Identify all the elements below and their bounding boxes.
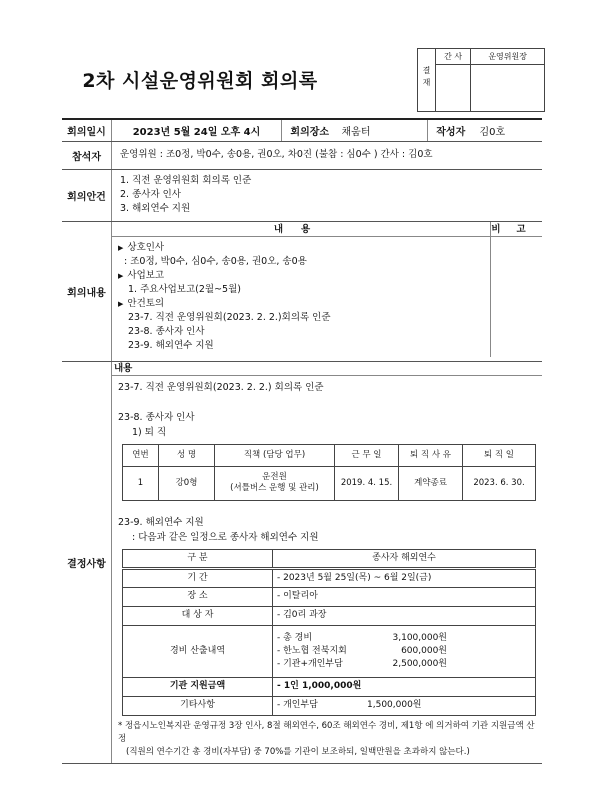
contents-header-note: 비고 — [491, 223, 542, 235]
approval-col-chair: 운영위원장 — [471, 49, 545, 65]
training-value — [273, 696, 536, 715]
section-line: 1. 주요사업보고(2월~5월) — [128, 283, 241, 295]
meeting-date-value: 2023년 5월 24일 오후 4시 — [112, 119, 282, 141]
writer-label: 작성자 — [428, 119, 474, 141]
training-key: 기 간 — [123, 568, 273, 587]
agenda-label: 회의안건 — [62, 169, 112, 221]
decision-cell — [112, 361, 543, 763]
minutes-table — [62, 118, 542, 764]
section-head: ▶ 안건토의 — [118, 297, 165, 309]
table-cell: 2023. 6. 30. — [463, 466, 536, 500]
table-cell: 1 — [123, 466, 159, 500]
contents-label: 회의내용 — [62, 221, 112, 361]
decision-label: 결정사항 — [62, 361, 112, 763]
contents-cell — [112, 221, 543, 361]
contents-note-column — [490, 237, 542, 357]
decision-item: 23-9. 해외연수 지원 — [118, 516, 204, 528]
cost-amount: 2,500,000원 — [392, 658, 447, 669]
agenda-item: 1. 직전 운영위원회 회의록 인준 — [120, 175, 252, 186]
table-header: 직책 (담당 업무) — [215, 444, 335, 466]
table-cell: 계약종료 — [399, 466, 463, 500]
other-amount: 1,500,000원 — [367, 700, 422, 710]
section-line: 23-7. 직전 운영위원회(2023. 2. 2.)회의록 인준 — [128, 311, 331, 323]
training-key: 기타사항 — [123, 696, 273, 715]
training-key: 대 상 자 — [123, 606, 273, 625]
decision-subitem: 1) 퇴 직 — [132, 426, 167, 438]
attendees-value: 운영위원 : 조0정, 박0수, 송0용, 권0오, 차0진 (불참 : 심0수 ) 간사 : 김0호 — [112, 141, 543, 169]
approval-box — [417, 48, 545, 112]
training-value: - 1인 1,000,000원 — [273, 677, 536, 696]
section-line: : 조0정, 박0수, 심0수, 송0용, 권0오, 송0용 — [124, 255, 307, 267]
training-key: 장 소 — [123, 587, 273, 606]
section-line: 23-8. 종사자 인사 — [128, 325, 205, 337]
decision-title: 내용 — [112, 362, 542, 376]
table-header: 근 무 일 — [335, 444, 399, 466]
writer-value: 김0호 — [474, 119, 543, 141]
decision-item: 23-7. 직전 운영위원회(2023. 2. 2.) 회의록 인준 — [118, 381, 324, 393]
triangle-bullet-icon: ▶ — [118, 243, 124, 252]
meeting-place-value: 채움터 — [338, 119, 428, 141]
training-table — [122, 549, 536, 716]
table-header: 퇴 직 일 — [463, 444, 536, 466]
decision-subitem: : 다음과 같은 일정으로 종사자 해외연수 지원 — [132, 531, 319, 543]
training-key: 기관 지원금액 — [123, 677, 273, 696]
training-value: - 김0리 과장 — [273, 606, 536, 625]
triangle-bullet-icon: ▶ — [118, 271, 124, 280]
approval-sign-chair — [471, 65, 545, 112]
table-cell: 2019. 4. 15. — [335, 466, 399, 500]
triangle-bullet-icon: ▶ — [118, 299, 124, 308]
table-row — [123, 466, 536, 500]
agenda-list — [112, 169, 543, 221]
section-line: 23-9. 해외연수 지원 — [128, 339, 214, 351]
decision-body — [112, 376, 542, 763]
approval-label: 결재 — [418, 49, 436, 112]
footnote — [118, 720, 536, 759]
cost-breakdown — [273, 625, 536, 677]
contents-header-content: 내용 — [273, 223, 329, 235]
meeting-place-label: 회의장소 — [282, 119, 338, 141]
cost-name: - 총 경비 — [277, 632, 313, 643]
agenda-item: 3. 해외연수 지원 — [120, 203, 191, 214]
cost-amount: 3,100,000원 — [392, 632, 447, 643]
cost-amount: 600,000원 — [401, 645, 447, 656]
footnote-line: * 정읍시노인복지관 운영규정 3장 인사, 8절 해외연수, 60조 해외연수 경비, 제1항 에 의거하여 기관 지원금액 산정 — [118, 720, 535, 744]
training-head-value: 종사자 해외연수 — [273, 549, 536, 568]
cost-name: - 한노협 전북지회 — [277, 645, 347, 656]
approval-col-secretary: 간 사 — [436, 49, 471, 65]
decision-item: 23-8. 종사자 인사 — [118, 411, 195, 423]
training-key: 구 분 — [123, 549, 273, 568]
footnote-line: (직원의 연수기간 총 경비(자부담) 중 70%를 기관이 보조하되, 일백만원을 초과하지 않는다.) — [126, 746, 470, 757]
training-value: - 2023년 5월 25일(목) ~ 6월 2일(금) — [273, 568, 536, 587]
table-cell: 강0형 — [159, 466, 215, 500]
table-header: 성 명 — [159, 444, 215, 466]
table-cell: 운전원 (셔틀버스 운행 및 관리) — [215, 466, 335, 500]
approval-sign-secretary — [436, 65, 471, 112]
table-header: 연번 — [123, 444, 159, 466]
cost-name: - 기관+개인부담 — [277, 658, 343, 669]
other-label: - 개인부담 — [277, 700, 318, 710]
document-title: 2차 시설운영위원회 회의록 — [82, 70, 318, 92]
meeting-date-label: 회의일시 — [62, 119, 112, 141]
agenda-item: 2. 종사자 인사 — [120, 189, 181, 200]
contents-body — [112, 237, 490, 357]
training-value: - 이탈리아 — [273, 587, 536, 606]
section-head: ▶ 상호인사 — [118, 241, 165, 253]
retirement-table — [122, 444, 536, 501]
section-head: ▶ 사업보고 — [118, 269, 165, 281]
table-header: 퇴 직 사 유 — [399, 444, 463, 466]
contents-header — [112, 222, 542, 237]
training-key: 경비 산출내역 — [123, 625, 273, 677]
attendees-label: 참석자 — [62, 141, 112, 169]
